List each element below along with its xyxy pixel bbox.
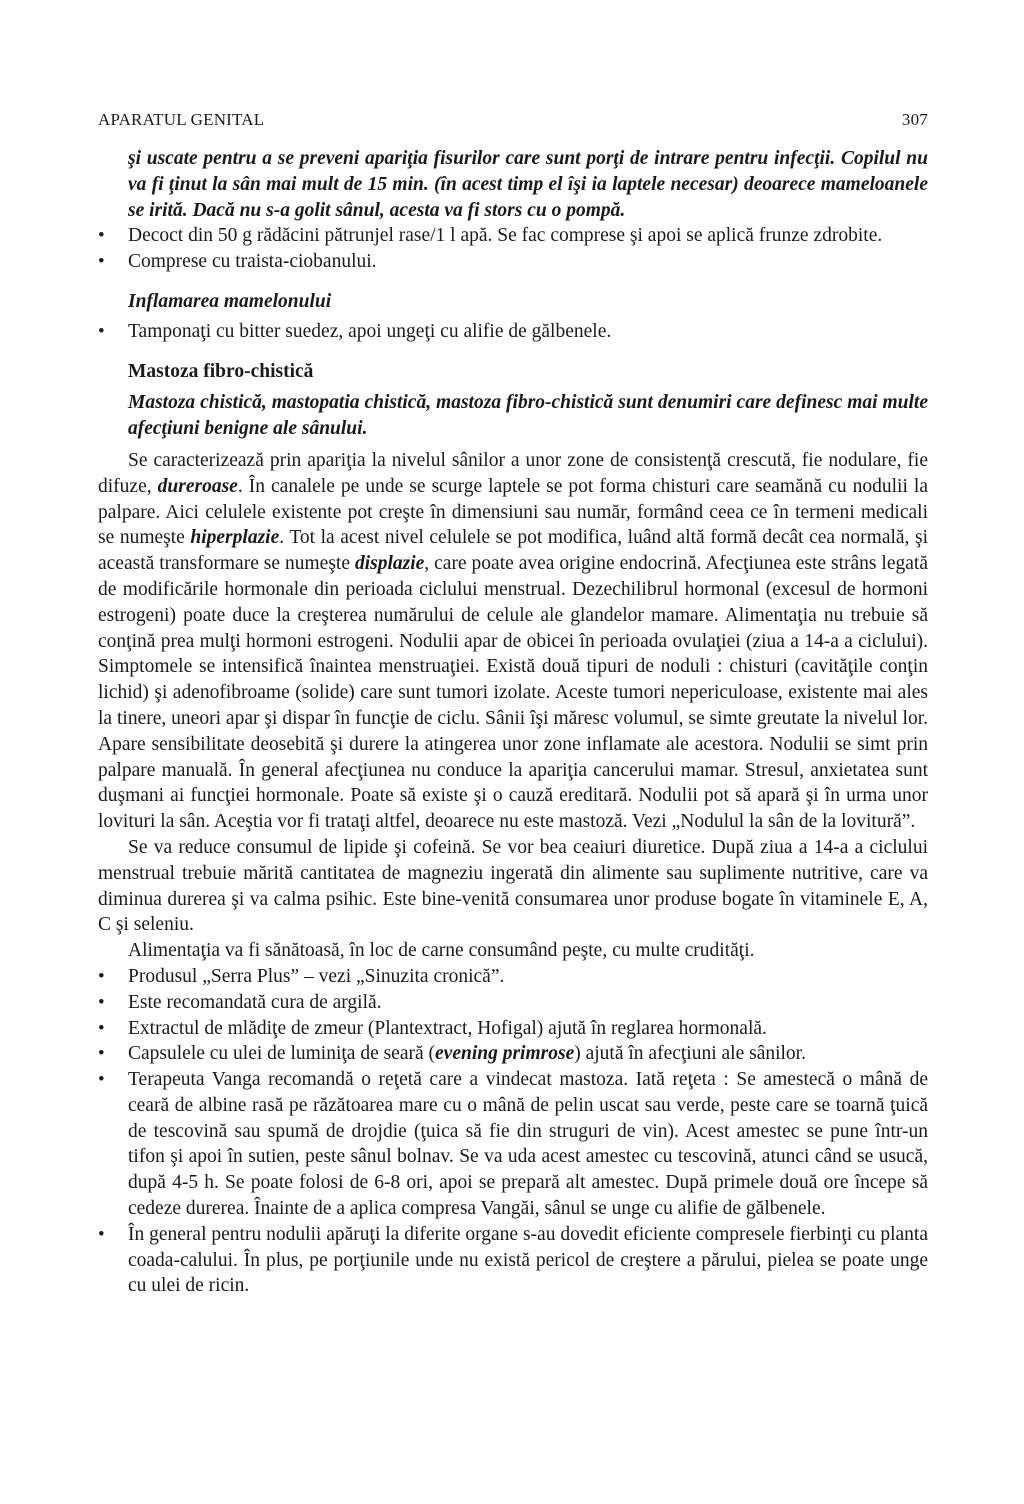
mastoza-paragraph-3: Alimentaţia va fi sănătoasă, în loc de carne consumând peşte, cu multe crudităţi. — [128, 940, 755, 962]
list-item: • Comprese cu traista-ciobanului. — [98, 249, 928, 275]
text-run: ) ajută în afecţiuni ale sânilor. — [574, 1043, 806, 1065]
text-run: . Tot la acest nivel celulele se pot modifica, luând altă formă decât cea normală, şi această transformare se numeşte — [98, 527, 929, 575]
mastoza-intro: Mastoza chistică, mastopatia chistică, mastoza fibro-chistică sunt denumiri care definesc mai multe afecţiuni benigne ale sânului. — [128, 392, 928, 440]
list-item: • În general pentru nodulii apăruţi la diferite organe s-au dovedit eficiente compresele fierbinţi cu planta coada-calului. În plus, pe porţiunile unde nu există pericol de creştere a părului, pielea se poate unge cu ulei de ricin. — [98, 1222, 928, 1299]
text-run: Se caracterizează prin apariţia la nivelul sânilor a unor zone de consistenţă crescută, fie nodulare, fie difuze, — [98, 449, 928, 497]
list-item — [98, 1041, 928, 1067]
bullet-list-mastoza — [98, 964, 928, 1299]
mastoza-paragraph-1 — [98, 448, 928, 835]
book-page — [98, 108, 928, 1299]
section-title: APARATUL GENITAL — [98, 110, 265, 129]
list-item: • Terapeuta Vanga recomandă o reţetă care a vindecat mastoza. Iată reţeta : Se amestecă o mână de ceară de albine rasă pe răzătoarea mare cu o mână de pelin uscat sau verde, peste care se toarnă ţuică de tescovină sau spumă de drojdie (ţuica să fie din struguri de vin). Acest amestec se pune într-un tifon şi apoi în sutien, peste sânul bolnav. Se va uda acest amestec cu tescovină, atunci când se usucă, după 4-5 h. Se poate folosi de 6-8 ori, apoi se prepară alt amestec. După primele două ore începe să cedeze durerea. Înainte de a aplica compresa Vangăi, sânul se unge cu alifie de gălbenele. — [98, 1067, 928, 1222]
section-heading-mastoza: Mastoza fibro-chistică — [128, 360, 314, 382]
page-number: 307 — [901, 110, 928, 129]
bullet-list-inflamare — [98, 319, 928, 345]
running-header — [98, 108, 928, 132]
text-run: , care poate avea origine endocrină. Afecţiunea este strâns legată de modificările hormonale din perioada ciclului menstrual. Dezechilibrul hormonal (excesul de hormoni estrogeni) poate duce la creşterea numărului de celule ale glandelor mamare. Alimentaţia nu trebuie să conţină prea mulţi hormoni estrogeni. Nodulii apar de obicei în perioada ovulaţiei (ziua a 14-a a ciclului). Simptomele se intensifică înaintea menstruaţiei. Există două tipuri de noduli : chisturi (cavităţile conţin lichid) şi adenofibroame (solide) care sunt tumori izolate. Aceste tumori nepericuloase, existente mai ales la tinere, uneori apar şi dispar în funcţie de ciclu. Sânii îşi măresc volumul, se simte greutate la nivelul lor. Apare sensibilitate deosebită şi durere la atingerea unor zone inflamate ale acestora. Nodulii se simt prin palpare manuală. În general afecţiunea nu conduce la apariţia cancerului mamar. Stresul, anxietatea sunt duşmani ai funcţiei hormonale. Poate să existe şi o cauză ereditară. Nodulii pot să apară şi în urma unor lovituri la sân. Aceştia vor fi trataţi altfel, deoarece nu este mastoză. Vezi „Nodulul la sân de la lovitură”. — [98, 553, 928, 833]
section-heading-inflamare: Inflamarea mamelonului — [128, 290, 332, 312]
emphasis: evening primrose — [435, 1043, 575, 1065]
list-item: • Este recomandată cura de argilă. — [98, 990, 928, 1016]
emphasis: dureroase — [157, 475, 238, 497]
emphasis: displazie — [354, 553, 425, 575]
list-item: • Decoct din 50 g rădăcini pătrunjel rase/1 l apă. Se fac comprese şi apoi se aplică frunze zdrobite. — [98, 223, 928, 249]
list-item: • Produsul „Serra Plus” – vezi „Sinuzita cronică”. — [98, 964, 928, 990]
page-content — [98, 146, 928, 1299]
mastoza-paragraph-2: Se va reduce consumul de lipide şi cofeină. Se vor bea ceaiuri diuretice. După ziua a 14-a a ciclului menstrual trebuie mărită cantitatea de magneziu ingerată din alimente sau suplimente nutritive, care va diminua durerea şi va calma psihic. Este bine-venită consumarea unor produse bogate în vitaminele E, A, C şi seleniu. — [98, 836, 928, 936]
text-run: . În canalele pe unde se scurge laptele se pot forma chisturi care seamănă cu nodulii la palpare. Aici celulele existente pot creşte în dimensiuni sau număr, formând ceea ce în termeni medicali se numeşte — [98, 475, 928, 549]
emphasis: hiperplazie — [190, 527, 280, 549]
bullet-list-remedies — [98, 223, 928, 275]
text-run: Capsulele cu ulei de luminiţa de seară ( — [128, 1043, 436, 1065]
list-item: • Tamponaţi cu bitter suedez, apoi ungeţi cu alifie de gălbenele. — [98, 319, 928, 345]
continued-italic-paragraph: şi uscate pentru a se preveni apariţia fisurilor care sunt porţi de intrare pentru infecţii. Copilul nu va fi ţinut la sân mai mult de 15 min. (în acest timp el îşi ia laptele necesar) deoarece mameloanele se irită. Dacă nu s-a golit sânul, acesta va fi stors cu o pompă. — [128, 148, 928, 221]
list-item: • Extractul de mlădiţe de zmeur (Plantextract, Hofigal) ajută în reglarea hormonală. — [98, 1016, 928, 1042]
